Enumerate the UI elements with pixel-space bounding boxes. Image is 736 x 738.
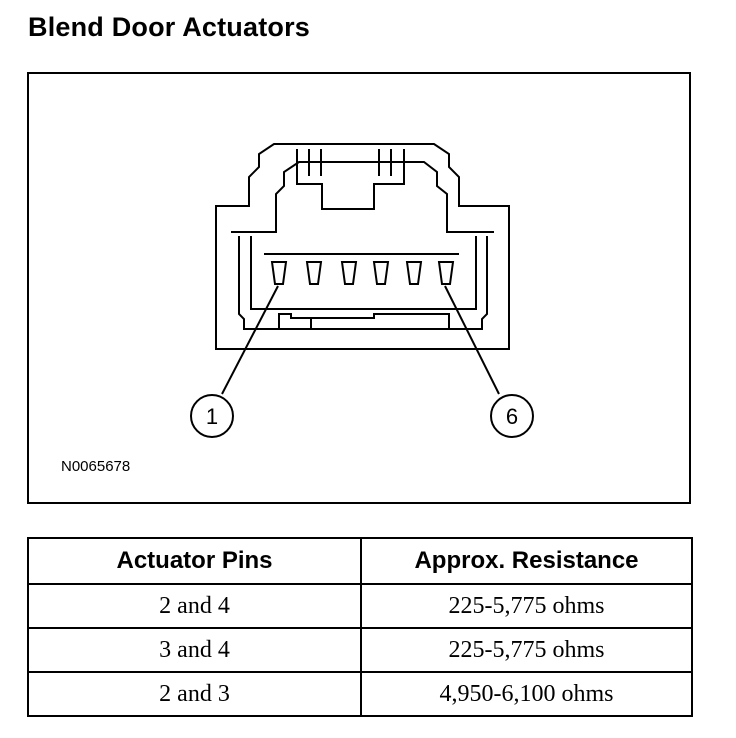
- table-row: [28, 584, 692, 628]
- connector-latch: [297, 149, 404, 209]
- header-actuator-pins: Actuator Pins: [28, 538, 361, 584]
- header-approx-resistance: Approx. Resistance: [361, 538, 692, 584]
- table-row: [28, 672, 692, 716]
- connector-diagram: [27, 72, 691, 504]
- cell-resistance: 225-5,775 ohms: [361, 628, 692, 672]
- callout-label-1: 1: [205, 404, 219, 429]
- figure-code: N0065678: [61, 458, 131, 475]
- leader-line-pin-6: [445, 286, 499, 394]
- connector-keying: [279, 314, 449, 329]
- pin-terminals: [272, 262, 453, 284]
- callout-label-6: 6: [505, 404, 519, 429]
- cell-resistance: 225-5,775 ohms: [361, 584, 692, 628]
- table-row: [28, 628, 692, 672]
- page-title: Blend Door Actuators: [28, 12, 311, 42]
- cell-pins: 2 and 3: [28, 672, 361, 716]
- connector-drawing: [29, 74, 689, 502]
- resistance-table: [27, 537, 693, 717]
- cell-pins: 3 and 4: [28, 628, 361, 672]
- cell-pins: 2 and 4: [28, 584, 361, 628]
- cell-resistance: 4,950-6,100 ohms: [361, 672, 692, 716]
- table-header-row: [28, 538, 692, 584]
